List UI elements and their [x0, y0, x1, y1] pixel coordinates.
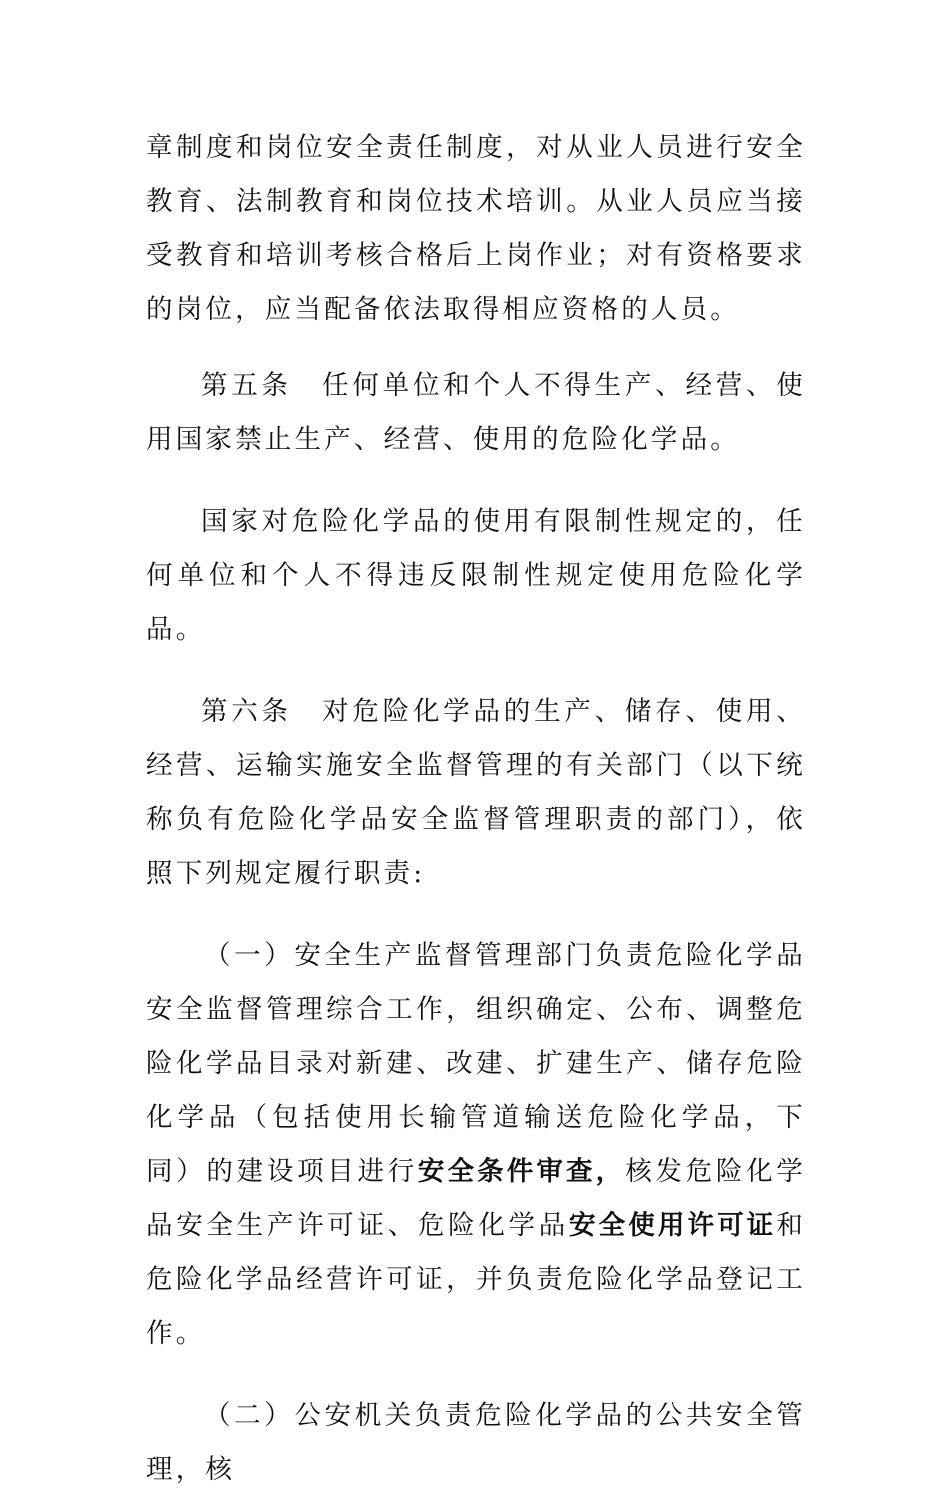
- article-6-paragraph: [146, 685, 806, 901]
- article-spacer: [292, 696, 322, 727]
- restriction-paragraph: [146, 495, 806, 657]
- paragraph-text: 章制度和岗位安全责任制度，对从业人员进行安全教育、法制教育和岗位技术培训。从业人员应当接受教育和培训考核合格后上岗作业；对有资格要求的岗位，应当配备依法取得相应资格的人员。: [146, 132, 806, 325]
- bold-emphasis: 安全条件审查，: [417, 1156, 626, 1187]
- clause-text: 核发危险化学品安全生产许可证、危险化学品: [146, 1156, 806, 1241]
- bold-emphasis: 安全使用许可证: [569, 1210, 777, 1241]
- clause-text: （二）公安机关负责危险化学品的公共安全管理，核: [146, 1400, 806, 1485]
- clause-text: （一）安全生产监督管理部门负责危险化学品安全监督管理综合工作，组织确定、公布、调整危险化学品目录对新建、改建、扩建生产、储存危险化学品（包括使用长输管道输送危险化学品，下同）的建设项目进行: [146, 940, 806, 1187]
- article-5-paragraph: [146, 359, 806, 467]
- article-number: 第五条: [201, 370, 292, 401]
- paragraph-text: 国家对危险化学品的使用有限制性规定的，任何单位和个人不得违反限制性规定使用危险化学品。: [146, 506, 806, 645]
- document-body: [146, 121, 806, 1497]
- article-number: 第六条: [201, 696, 292, 727]
- article-spacer: [292, 370, 322, 401]
- clause-text: 和危险化学品经营许可证，并负责危险化学品登记工作。: [146, 1210, 806, 1349]
- paragraph-text: 对危险化学品的生产、储存、使用、经营、运输实施安全监督管理的有关部门（以下统称负有危险化学品安全监督管理职责的部门），依照下列规定履行职责:: [146, 696, 806, 889]
- paragraph-continuation: [146, 121, 806, 337]
- paragraph-text: 任何单位和个人不得生产、经营、使用国家禁止生产、经营、使用的危险化学品。: [146, 370, 806, 455]
- clause-1-paragraph: [146, 929, 806, 1361]
- clause-2-paragraph: [146, 1389, 806, 1497]
